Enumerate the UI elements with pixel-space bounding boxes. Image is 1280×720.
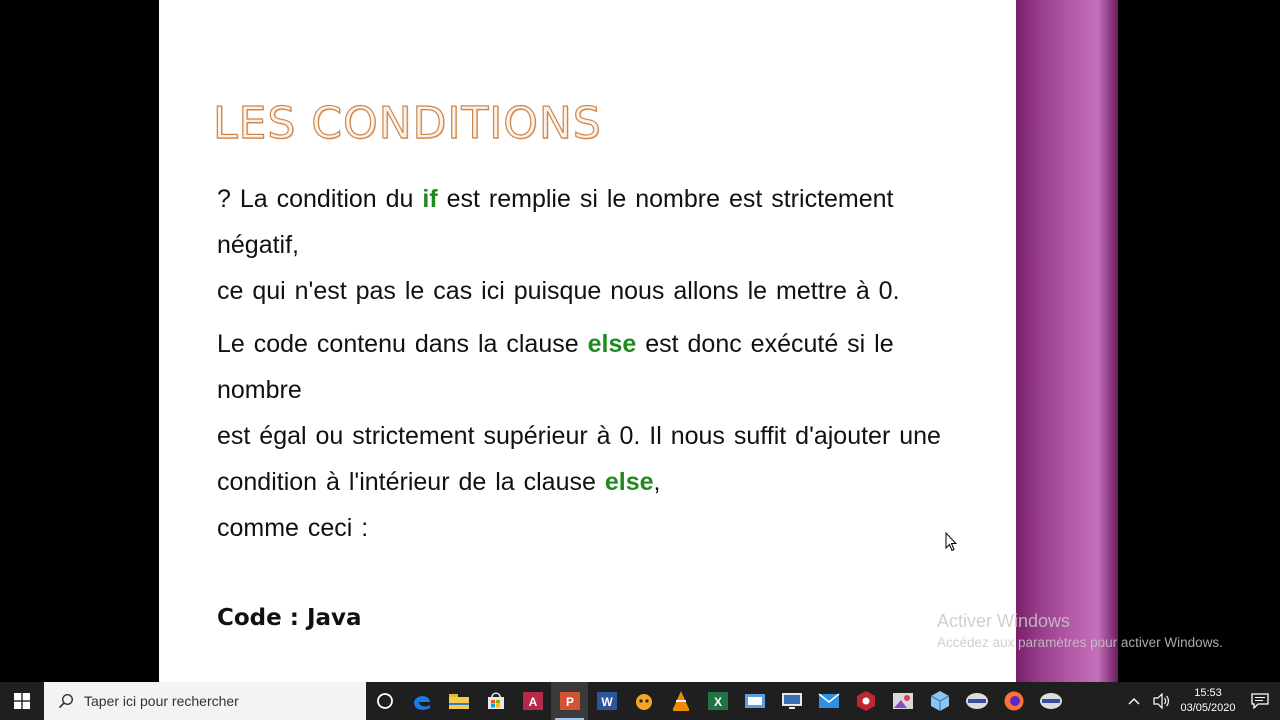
slide-title: LES CONDITIONS xyxy=(213,98,602,149)
mail-icon xyxy=(818,692,840,710)
keyword-else-1: else xyxy=(587,330,637,358)
box-icon xyxy=(930,690,950,712)
access-icon xyxy=(522,690,544,712)
taskbar-app-monitor[interactable] xyxy=(773,682,810,720)
powerpoint-icon xyxy=(559,690,581,712)
taskbar-app-recorder-2[interactable] xyxy=(1032,682,1069,720)
speaker-icon xyxy=(1153,693,1171,709)
svg-text:A: A xyxy=(528,695,537,709)
taskbar-app-firefox[interactable] xyxy=(995,682,1032,720)
notification-icon xyxy=(1251,693,1269,709)
app-red-icon xyxy=(856,690,876,712)
mouse-cursor-icon xyxy=(945,532,957,552)
taskbar-app-vlc[interactable] xyxy=(662,682,699,720)
word-icon xyxy=(596,690,618,712)
code-label: Code : Java xyxy=(217,605,362,631)
taskbar-clock[interactable] xyxy=(1176,686,1240,716)
taskbar-app-edge[interactable] xyxy=(403,682,440,720)
taskbar-search[interactable] xyxy=(44,682,366,720)
keyword-else-2: else xyxy=(604,468,654,496)
taskbar-app-photo[interactable] xyxy=(884,682,921,720)
taskbar-app-red[interactable] xyxy=(847,682,884,720)
search-icon xyxy=(58,693,74,709)
taskbar-app-media[interactable] xyxy=(736,682,773,720)
taskbar-app-excel[interactable] xyxy=(699,682,736,720)
action-center-button[interactable] xyxy=(1240,693,1280,709)
windows-logo-icon xyxy=(14,693,30,709)
cortana-icon xyxy=(376,692,394,710)
watermark-title: Activer Windows xyxy=(937,611,1071,631)
slide-side-band xyxy=(1016,0,1118,682)
svg-text:W: W xyxy=(600,695,613,709)
watermark-subtitle: Accédez aux paramètres pour activer Windows. xyxy=(937,635,1223,650)
p1-prefix: ? La condition du xyxy=(217,185,423,213)
p2-prefix: Le code contenu dans la clause xyxy=(217,330,588,358)
search-placeholder: Taper ici pour rechercher xyxy=(84,693,239,709)
taskbar-app-scratch[interactable] xyxy=(625,682,662,720)
file-explorer-icon xyxy=(448,691,470,711)
monitor-icon xyxy=(781,691,803,711)
taskbar-app-access[interactable] xyxy=(514,682,551,720)
firefox-icon xyxy=(1003,690,1025,712)
media-icon xyxy=(744,691,766,711)
clock-time: 15:53 xyxy=(1194,687,1222,699)
taskbar-app-mail[interactable] xyxy=(810,682,847,720)
svg-text:P: P xyxy=(565,695,574,709)
taskbar-app-explorer[interactable] xyxy=(440,682,477,720)
system-tray xyxy=(1120,682,1280,720)
p1-line2: ce qui n'est pas le cas ici puisque nous allons le mettre à 0. xyxy=(217,277,900,305)
paragraph-2 xyxy=(217,321,957,551)
slide-body xyxy=(217,176,957,551)
clock-date: 03/05/2020 xyxy=(1180,702,1236,714)
taskbar-app-recorder[interactable] xyxy=(958,682,995,720)
slide xyxy=(159,0,1016,682)
recorder2-icon xyxy=(1039,691,1063,711)
taskbar-app-word[interactable] xyxy=(588,682,625,720)
taskbar xyxy=(0,682,1280,720)
activation-watermark xyxy=(937,611,1223,650)
store-icon xyxy=(486,691,506,711)
volume-button[interactable] xyxy=(1148,693,1176,709)
cortana-button[interactable] xyxy=(366,682,403,720)
svg-text:X: X xyxy=(713,695,722,709)
app-photo-icon xyxy=(892,691,914,711)
p1-suffix: est remplie si le nombre est strictement négatif, xyxy=(217,185,894,259)
tray-overflow-button[interactable] xyxy=(1120,697,1148,705)
p2-line2: est égal ou strictement supérieur à 0. Il nous suffit d'ajouter une condition à l'intérieur de la clause xyxy=(217,422,941,496)
keyword-if: if xyxy=(422,185,438,213)
start-button[interactable] xyxy=(0,682,44,720)
excel-icon xyxy=(707,690,729,712)
scratch-icon xyxy=(633,690,655,712)
p2-suffix: , xyxy=(653,468,661,496)
vlc-icon xyxy=(671,690,691,712)
chevron-up-icon xyxy=(1128,697,1140,705)
p2-middle: est donc exécuté si le nombre xyxy=(217,330,894,404)
p2-line3: comme ceci : xyxy=(217,514,369,542)
paragraph-1 xyxy=(217,176,957,314)
taskbar-app-powerpoint[interactable] xyxy=(551,682,588,720)
taskbar-app-box[interactable] xyxy=(921,682,958,720)
taskbar-app-store[interactable] xyxy=(477,682,514,720)
recorder-icon xyxy=(965,691,989,711)
edge-icon xyxy=(411,690,433,712)
